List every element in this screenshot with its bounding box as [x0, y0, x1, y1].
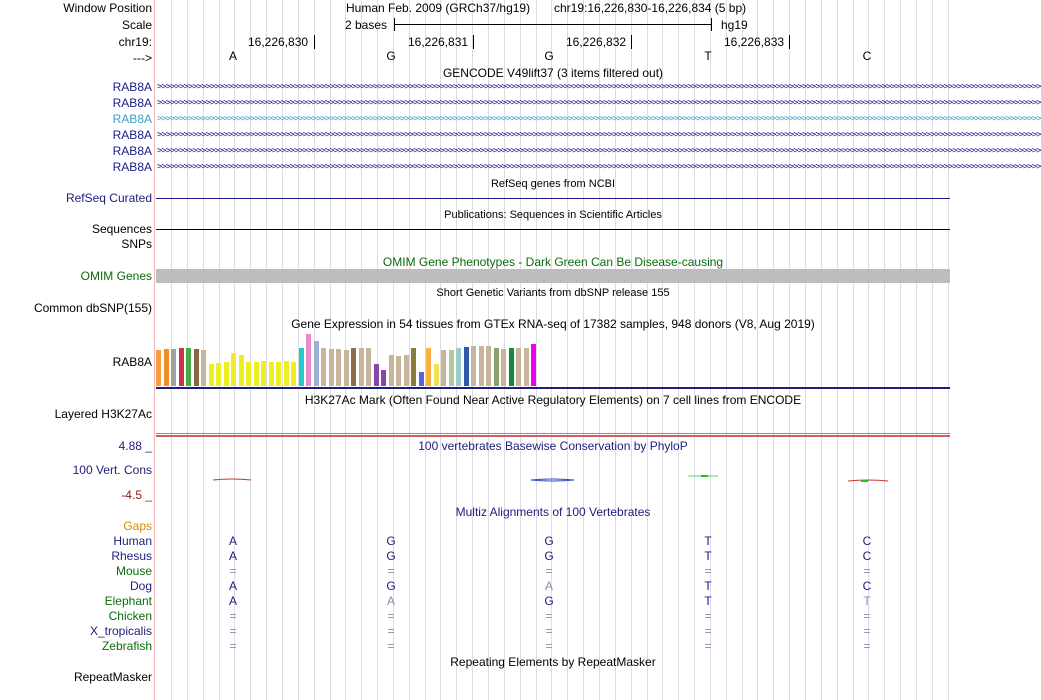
aligned-base: T: [704, 549, 712, 563]
coord-label: 16,226,832: [566, 35, 627, 49]
aligned-base: C: [862, 534, 872, 548]
omim-track-label[interactable]: OMIM Genes: [80, 269, 152, 283]
species-label[interactable]: Zebrafish: [101, 639, 152, 653]
aligned-base: G: [544, 594, 554, 608]
aligned-base: =: [704, 564, 712, 578]
gencode-transcript[interactable]: >>>>>>>>>>>>>>>>>>>>>>>>>>>>>>>>>>>>>>>>>>>>>>>>>>>>>>>>>>>>>>>>>>>>>>>>>>>>>>>>>>>>>>>>>>>>>>>>>>>>>>>>>>>>>>>>>>>>>>>>>>>>>>>>>>>>>>>>>>>>>>>>>>>>>>>>>>>>>>>>>>>>>>>>>>>>>>>>>>>>>>>>>>>>>>>>>>>>>>>>: [157, 146, 1041, 156]
gtex-bar-chart[interactable]: [156, 332, 950, 386]
aligned-base: =: [863, 609, 871, 623]
gtex-tissue-bar[interactable]: [411, 348, 416, 386]
species-label[interactable]: X_tropicalis: [89, 624, 152, 638]
gtex-tissue-bar[interactable]: [494, 348, 499, 386]
gtex-tissue-bar[interactable]: [449, 350, 454, 386]
gtex-tissue-bar[interactable]: [336, 349, 341, 386]
species-label[interactable]: Rhesus: [111, 549, 152, 563]
gtex-tissue-bar[interactable]: [216, 363, 221, 386]
scale-label: Scale: [121, 18, 152, 32]
gtex-tissue-bar[interactable]: [276, 362, 281, 386]
gtex-tissue-bar[interactable]: [389, 355, 394, 386]
gtex-tissue-bar[interactable]: [419, 372, 424, 386]
aligned-base: =: [545, 564, 553, 578]
scale-bar: [394, 24, 712, 25]
h3k27ac-signal-line: [156, 433, 950, 434]
gencode-transcript[interactable]: >>>>>>>>>>>>>>>>>>>>>>>>>>>>>>>>>>>>>>>>>>>>>>>>>>>>>>>>>>>>>>>>>>>>>>>>>>>>>>>>>>>>>>>>>>>>>>>>>>>>>>>>>>>>>>>>>>>>>>>>>>>>>>>>>>>>>>>>>>>>>>>>>>>>>>>>>>>>>>>>>>>>>>>>>>>>>>>>>>>>>>>>>>>>>>>>>>>>>>>>: [157, 114, 1041, 124]
phylop-track-label[interactable]: 100 Vert. Cons: [72, 463, 152, 477]
aligned-base: A: [228, 534, 237, 548]
gencode-transcript[interactable]: >>>>>>>>>>>>>>>>>>>>>>>>>>>>>>>>>>>>>>>>>>>>>>>>>>>>>>>>>>>>>>>>>>>>>>>>>>>>>>>>>>>>>>>>>>>>>>>>>>>>>>>>>>>>>>>>>>>>>>>>>>>>>>>>>>>>>>>>>>>>>>>>>>>>>>>>>>>>>>>>>>>>>>>>>>>>>>>>>>>>>>>>>>>>>>>>>>>>>>>>: [157, 130, 1041, 140]
aligned-base: T: [704, 579, 712, 593]
phylop-track-title[interactable]: 100 vertebrates Basewise Conservation by PhyloP: [418, 439, 688, 453]
gencode-transcript[interactable]: >>>>>>>>>>>>>>>>>>>>>>>>>>>>>>>>>>>>>>>>>>>>>>>>>>>>>>>>>>>>>>>>>>>>>>>>>>>>>>>>>>>>>>>>>>>>>>>>>>>>>>>>>>>>>>>>>>>>>>>>>>>>>>>>>>>>>>>>>>>>>>>>>>>>>>>>>>>>>>>>>>>>>>>>>>>>>>>>>>>>>>>>>>>>>>>>>>>>>>>>: [157, 162, 1041, 172]
h3k27ac-track-title[interactable]: H3K27Ac Mark (Often Found Near Active Regulatory Elements) on 7 cell lines from ENCODE: [304, 393, 802, 407]
species-label[interactable]: Human: [113, 534, 152, 548]
strand-label: --->: [133, 51, 152, 65]
window-position-label: Window Position: [63, 1, 152, 15]
repeatmasker-track-label[interactable]: RepeatMasker: [73, 670, 152, 684]
species-label[interactable]: Mouse: [115, 564, 152, 578]
aligned-base: T: [704, 594, 712, 608]
reference-base: G: [544, 49, 554, 63]
coord-tick: [473, 35, 474, 49]
gencode-transcript[interactable]: >>>>>>>>>>>>>>>>>>>>>>>>>>>>>>>>>>>>>>>>>>>>>>>>>>>>>>>>>>>>>>>>>>>>>>>>>>>>>>>>>>>>>>>>>>>>>>>>>>>>>>>>>>>>>>>>>>>>>>>>>>>>>>>>>>>>>>>>>>>>>>>>>>>>>>>>>>>>>>>>>>>>>>>>>>>>>>>>>>>>>>>>>>>>>>>>>>>>>>>>: [157, 82, 1041, 92]
gtex-tissue-bar[interactable]: [156, 350, 161, 386]
gtex-tissue-bar[interactable]: [509, 348, 514, 386]
reference-base: T: [704, 49, 712, 63]
gtex-tissue-bar[interactable]: [224, 362, 229, 386]
reference-base: G: [386, 49, 396, 63]
gtex-tissue-bar[interactable]: [171, 349, 176, 386]
aligned-base: =: [704, 639, 712, 653]
gencode-gene-label[interactable]: RAB8A: [112, 144, 152, 158]
aligned-base: T: [704, 534, 712, 548]
publications-track-label[interactable]: Sequences: [91, 222, 152, 236]
publications-feature-line[interactable]: [156, 229, 950, 230]
aligned-base: =: [545, 609, 553, 623]
refseq-track-title[interactable]: RefSeq genes from NCBI: [490, 178, 616, 190]
aligned-base: G: [386, 534, 396, 548]
gtex-tissue-bar[interactable]: [179, 348, 184, 386]
gtex-tissue-bar[interactable]: [456, 348, 461, 386]
reference-base: A: [228, 49, 237, 63]
aligned-base: =: [545, 639, 553, 653]
coord-tick: [631, 35, 632, 49]
gtex-tissue-bar[interactable]: [524, 348, 529, 386]
dbsnp-track-label[interactable]: Common dbSNP(155): [33, 301, 152, 315]
gtex-tissue-bar[interactable]: [194, 349, 199, 386]
gtex-tissue-bar[interactable]: [314, 341, 319, 386]
coord-label: 16,226,833: [724, 35, 785, 49]
gtex-tissue-bar[interactable]: [404, 355, 409, 386]
omim-feature-bar[interactable]: [156, 269, 950, 283]
species-label[interactable]: Chicken: [108, 609, 152, 623]
refseq-track-label[interactable]: RefSeq Curated: [65, 191, 152, 205]
gtex-tissue-bar[interactable]: [351, 348, 356, 386]
scale-bar-left-tick: [394, 18, 395, 31]
aligned-base: =: [229, 639, 237, 653]
gtex-tissue-bar[interactable]: [426, 348, 431, 386]
gtex-tissue-bar[interactable]: [164, 349, 169, 386]
aligned-base: A: [386, 594, 395, 608]
gtex-track-title[interactable]: Gene Expression in 54 tissues from GTEx RNA-seq of 17382 samples, 948 donors (V8, Aug 2019): [291, 317, 815, 331]
gencode-gene-label[interactable]: RAB8A: [112, 160, 152, 174]
gencode-gene-label[interactable]: RAB8A: [112, 112, 152, 126]
gtex-tissue-bar[interactable]: [374, 364, 379, 386]
aligned-base: C: [862, 579, 872, 593]
omim-track-title[interactable]: OMIM Gene Phenotypes - Dark Green Can Be Disease-causing: [382, 255, 724, 269]
gtex-tissue-bar[interactable]: [359, 348, 364, 386]
gtex-tissue-bar[interactable]: [306, 334, 311, 386]
gtex-tissue-bar[interactable]: [291, 362, 296, 386]
gtex-tissue-bar[interactable]: [434, 364, 439, 386]
dbsnp-track-title[interactable]: Short Genetic Variants from dbSNP release 155: [436, 287, 670, 299]
aligned-base: G: [544, 549, 554, 563]
gtex-tissue-bar[interactable]: [239, 355, 244, 386]
phylop-min-label: -4.5 _: [121, 488, 152, 502]
species-label[interactable]: Dog: [129, 579, 152, 593]
gtex-tissue-bar[interactable]: [471, 346, 476, 386]
repeatmasker-track-title[interactable]: Repeating Elements by RepeatMasker: [450, 655, 656, 669]
coord-tick: [789, 35, 790, 49]
aligned-base: =: [387, 564, 395, 578]
phylop-max-label: 4.88 _: [118, 439, 152, 453]
gencode-track-title[interactable]: GENCODE V49lift37 (3 items filtered out): [442, 66, 664, 80]
aligned-base: =: [229, 609, 237, 623]
h3k27ac-track-label[interactable]: Layered H3K27Ac: [54, 407, 152, 421]
position-readout[interactable]: chr19:16,226,830-16,226,834 (5 bp): [554, 1, 747, 15]
aligned-base: =: [545, 624, 553, 638]
gaps-label: Gaps: [123, 519, 152, 533]
chrom-label: chr19:: [118, 35, 152, 49]
gtex-tissue-bar[interactable]: [381, 370, 386, 386]
aligned-base: =: [863, 639, 871, 653]
aligned-base: G: [544, 534, 554, 548]
aligned-base: =: [387, 624, 395, 638]
reference-base: C: [862, 49, 872, 63]
aligned-base: A: [228, 549, 237, 563]
gencode-transcript[interactable]: >>>>>>>>>>>>>>>>>>>>>>>>>>>>>>>>>>>>>>>>>>>>>>>>>>>>>>>>>>>>>>>>>>>>>>>>>>>>>>>>>>>>>>>>>>>>>>>>>>>>>>>>>>>>>>>>>>>>>>>>>>>>>>>>>>>>>>>>>>>>>>>>>>>>>>>>>>>>>>>>>>>>>>>>>>>>>>>>>>>>>>>>>>>>>>>>>>>>>>>>: [157, 98, 1041, 108]
gtex-tissue-bar[interactable]: [396, 356, 401, 386]
species-label[interactable]: Elephant: [104, 594, 152, 608]
snps-track-label[interactable]: SNPs: [121, 237, 152, 251]
multiz-track-title[interactable]: Multiz Alignments of 100 Vertebrates: [455, 505, 651, 519]
refseq-feature-line[interactable]: [156, 198, 950, 199]
gtex-baseline: [156, 387, 950, 389]
aligned-base: =: [229, 564, 237, 578]
gtex-tissue-bar[interactable]: [201, 350, 206, 386]
gencode-gene-label[interactable]: RAB8A: [112, 128, 152, 142]
aligned-base: T: [863, 594, 871, 608]
assembly-label: hg19: [721, 18, 748, 32]
gtex-tissue-bar[interactable]: [209, 364, 214, 386]
gtex-tissue-bar[interactable]: [254, 362, 259, 386]
gtex-tissue-bar[interactable]: [366, 348, 371, 386]
gtex-tissue-bar[interactable]: [231, 353, 236, 386]
gtex-tissue-bar[interactable]: [441, 350, 446, 386]
aligned-base: A: [228, 579, 237, 593]
gtex-track-label[interactable]: RAB8A: [112, 355, 152, 369]
gencode-gene-label[interactable]: RAB8A: [112, 80, 152, 94]
gtex-tissue-bar[interactable]: [479, 346, 484, 386]
coord-tick: [314, 35, 315, 49]
phylop-signal[interactable]: [156, 470, 950, 490]
gtex-tissue-bar[interactable]: [501, 349, 506, 386]
label-separator: [154, 0, 155, 700]
aligned-base: G: [386, 549, 396, 563]
gtex-tissue-bar[interactable]: [321, 348, 326, 386]
aligned-base: G: [386, 579, 396, 593]
gtex-tissue-bar[interactable]: [486, 346, 491, 386]
aligned-base: =: [704, 624, 712, 638]
aligned-base: =: [387, 609, 395, 623]
gtex-tissue-bar[interactable]: [246, 362, 251, 386]
gtex-tissue-bar[interactable]: [329, 349, 334, 386]
assembly-title: Human Feb. 2009 (GRCh37/hg19): [346, 1, 531, 15]
gtex-tissue-bar[interactable]: [531, 344, 536, 386]
gtex-tissue-bar[interactable]: [186, 348, 191, 386]
aligned-base: =: [863, 624, 871, 638]
gtex-tissue-bar[interactable]: [299, 348, 304, 386]
aligned-base: A: [544, 579, 553, 593]
gtex-tissue-bar[interactable]: [261, 361, 266, 386]
coord-label: 16,226,830: [248, 35, 309, 49]
scale-text: 2 bases: [345, 18, 388, 32]
scale-bar-right-tick: [711, 18, 712, 31]
gtex-tissue-bar[interactable]: [284, 361, 289, 386]
aligned-base: =: [229, 624, 237, 638]
h3k27ac-signal-line: [156, 435, 950, 437]
aligned-base: C: [862, 549, 872, 563]
aligned-base: A: [228, 594, 237, 608]
coord-label: 16,226,831: [408, 35, 469, 49]
gtex-tissue-bar[interactable]: [464, 347, 469, 386]
aligned-base: =: [387, 639, 395, 653]
aligned-base: =: [704, 609, 712, 623]
publications-track-title[interactable]: Publications: Sequences in Scientific Articles: [444, 209, 662, 221]
gtex-tissue-bar[interactable]: [269, 362, 274, 386]
aligned-base: =: [863, 564, 871, 578]
gtex-tissue-bar[interactable]: [344, 350, 349, 386]
gtex-tissue-bar[interactable]: [516, 348, 521, 386]
gencode-gene-label[interactable]: RAB8A: [112, 96, 152, 110]
